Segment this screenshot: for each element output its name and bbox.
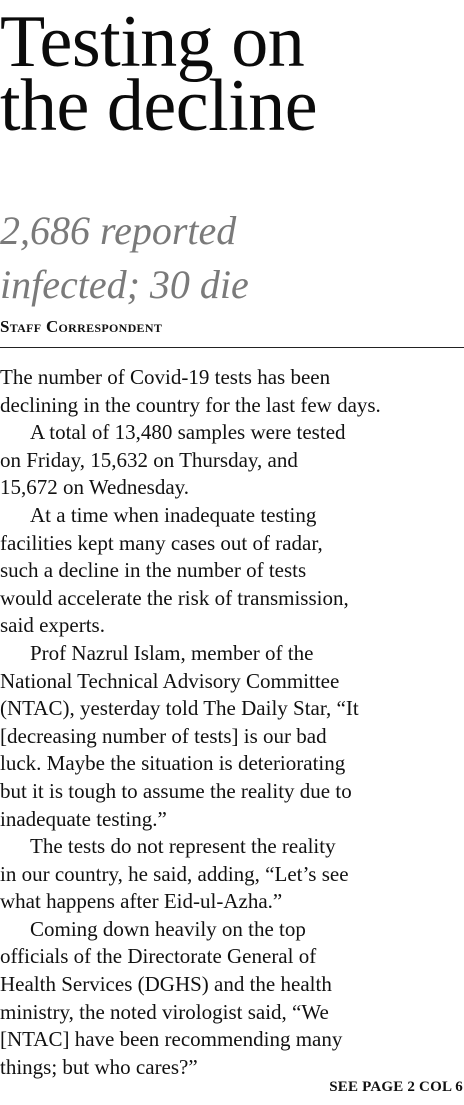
body-line: in our country, he said, adding, “Let’s see <box>0 861 349 886</box>
body-line: National Technical Advisory Committee <box>0 668 340 693</box>
body-line: officials of the Directorate General of <box>0 944 317 969</box>
headline-line: Testing on <box>0 1 305 83</box>
body-line: [NTAC] have been recommending many <box>0 1027 343 1052</box>
body-line: [decreasing number of tests] is our bad <box>0 723 327 748</box>
body-line: declining in the country for the last few days. <box>0 392 381 417</box>
continued-on-page-reference: SEE PAGE 2 COL 6 <box>329 1079 463 1095</box>
body-line: such a decline in the number of tests <box>0 558 307 583</box>
headline <box>0 1 464 147</box>
body-line: The tests do not represent the reality <box>30 834 336 859</box>
body-line: luck. Maybe the situation is deteriorating <box>0 751 346 776</box>
body-line: would accelerate the risk of transmission, <box>0 585 349 610</box>
body-line: said experts. <box>0 613 105 638</box>
article-body <box>0 364 464 1081</box>
body-line: facilities kept many cases out of radar, <box>0 530 323 555</box>
body-line: The number of Covid-19 tests has been <box>0 365 331 389</box>
body-line: ministry, the noted virologist said, “We <box>0 999 329 1024</box>
byline: Staff Correspondent <box>0 317 163 336</box>
headline-line: the decline <box>0 65 318 147</box>
body-line: inadequate testing.” <box>0 806 167 831</box>
divider-rule <box>0 347 464 348</box>
body-line: Coming down heavily on the top <box>30 916 306 941</box>
body-line: Health Services (DGHS) and the health <box>0 972 332 997</box>
subheadline-line: 2,686 reported <box>0 208 237 253</box>
body-line: what happens after Eid-ul-Azha.” <box>0 889 283 914</box>
body-line: Prof Nazrul Islam, member of the <box>30 640 314 665</box>
body-line: (NTAC), yesterday told The Daily Star, “It <box>0 696 359 721</box>
body-line: At a time when inadequate testing <box>30 502 317 527</box>
body-line: A total of 13,480 samples were tested <box>30 420 346 445</box>
body-line: on Friday, 15,632 on Thursday, and <box>0 447 298 472</box>
body-line: but it is tough to assume the reality due to <box>0 778 352 803</box>
subheadline <box>0 204 464 312</box>
body-line: 15,672 on Wednesday. <box>0 475 190 500</box>
body-line: things; but who cares?” <box>0 1054 198 1079</box>
subheadline-line: infected; 30 die <box>0 262 249 307</box>
